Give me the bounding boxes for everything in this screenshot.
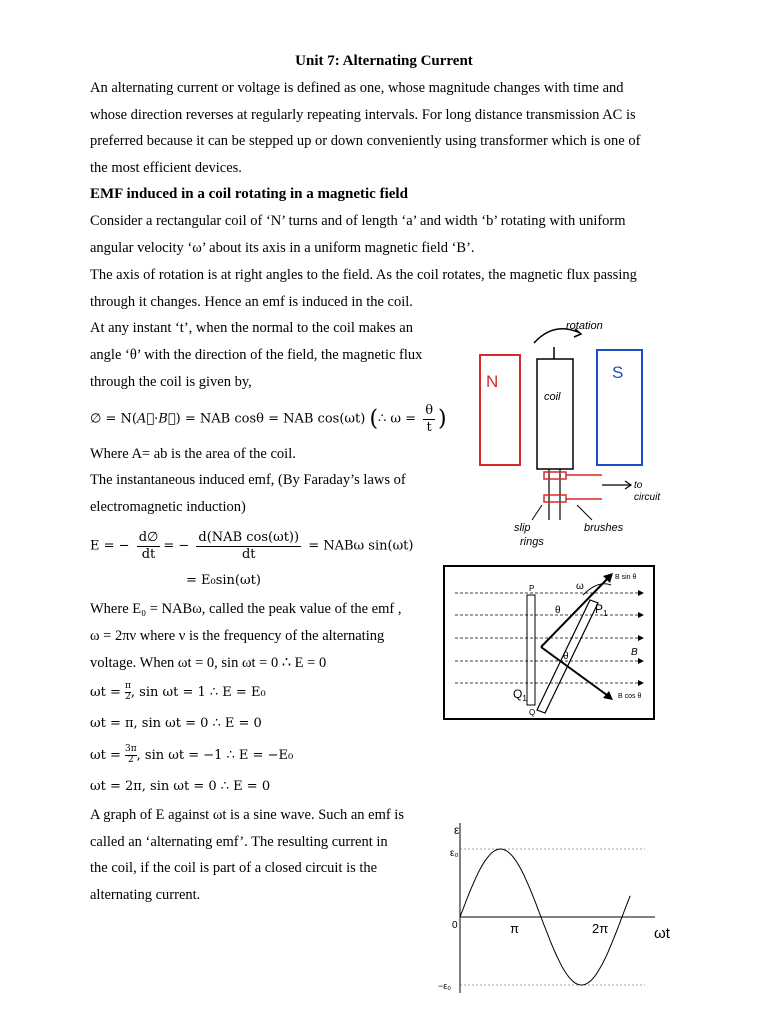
case-1 (90, 682, 266, 703)
emf-eq-rhs: = NABω sin(ωt) (308, 538, 414, 554)
generator-figure (462, 315, 662, 550)
emf-eq-line2: = E₀sin(ωt) (186, 573, 261, 588)
rotation-label: rotation (566, 320, 603, 332)
case-3-num: 3π (125, 744, 137, 754)
graph-text-2: called an ‘alternating emf’. The resulting current in (90, 834, 388, 850)
rings-label: rings (520, 536, 544, 548)
omega-line: ω = 2πν where ν is the frequency of the alternating (90, 628, 385, 644)
case-1-num: π (125, 681, 131, 691)
brushes-label: brushes (584, 522, 624, 534)
field-components-figure (443, 565, 655, 720)
para-line-4: through it changes. Hence an emf is induced in the coil. (90, 294, 413, 310)
b-label: B (631, 647, 638, 658)
coil (537, 359, 573, 469)
case-3 (90, 745, 293, 766)
flux-frac-den: t (426, 419, 432, 435)
section-heading: EMF induced in a coil rotating in a magnetic field (90, 186, 408, 202)
para-line-5: At any instant ‘t’, when the normal to the coil makes an (90, 320, 413, 336)
emf-equation: E = − $\frac{d\emptyset}{dt}$ = − $\frac{\text{d(NAB cos(ωt))}}{dt}$ = NABω sin(ωt) (90, 530, 414, 562)
intro-line-2: whose direction reverses at regularly repeating intervals. For long distance transmission AC is (90, 107, 636, 123)
faraday-line-1: The instantaneous induced emf, (By Faraday’s laws of (90, 472, 406, 488)
x-tick-2pi: 2π (592, 921, 609, 936)
emf-frac1-num: d∅ (138, 530, 159, 545)
origin-label: 0 (452, 920, 458, 931)
brush-pointer (577, 505, 592, 520)
emf-frac2-den: dt (241, 546, 256, 562)
intro-line-3: preferred because it can be stepped up or down conveniently using transformer which is one of (90, 133, 641, 149)
case-1-pre: ωt = (90, 684, 121, 700)
circuit-label: circuit (634, 492, 661, 503)
peak-line: Where E₀ = NABω, called the peak value of the emf , (90, 601, 402, 617)
q1-label: $Q_1$ (513, 687, 527, 703)
theta-label-1: θ (555, 605, 561, 616)
voltage-line: voltage. When ωt = 0, sin ωt = 0 ∴ E = 0 (90, 655, 327, 671)
p1-label: $P_1$ (595, 602, 608, 618)
flux-eq-lhs: ∅ = N (90, 411, 132, 427)
y-tick-trough: −ε₀ (438, 981, 452, 991)
p-label: P (529, 584, 535, 593)
graph-text-4: alternating current. (90, 887, 201, 903)
emf-frac2-num: d(NAB cos(ωt)) (198, 530, 300, 545)
para-line-2: angular velocity ‘ω’ about its axis in a uniform magnetic field ‘B’. (90, 240, 475, 256)
para-line-6: angle ‘θ’ with the direction of the field, the magnetic flux (90, 347, 423, 363)
case-3-post: , sin ωt = −1 ∴ E = −E₀ (136, 747, 294, 763)
north-label: N (486, 372, 499, 391)
flux-frac-num: θ (425, 403, 434, 418)
flux-eq-therefore: ∴ ω = (378, 411, 417, 427)
case-3-den: 2 (127, 754, 134, 765)
slip-label: slip (514, 522, 531, 534)
page-title: Unit 7: Alternating Current (295, 53, 473, 69)
x-axis-label: ωt (654, 925, 670, 942)
graph-text-3: the coil, if the coil is part of a closed circuit is the (90, 860, 378, 876)
area-line: Where A= ab is the area of the coil. (90, 446, 296, 462)
theta-label-2: θ (563, 651, 569, 662)
south-label: S (612, 363, 624, 382)
case-2: ωt = π, sin ωt = 0 ∴ E = 0 (90, 716, 262, 731)
b-cos-label: B cos θ (618, 693, 642, 700)
slip-ring-pointer (532, 505, 542, 520)
emf-eq-lhs: E = − (90, 538, 130, 554)
faraday-line-2: electromagnetic induction) (90, 499, 246, 515)
case-1-den: 2 (125, 691, 131, 702)
b-sin-label: B sin θ (615, 574, 637, 581)
intro-line-4: the most efficient devices. (90, 160, 242, 176)
para-line-1: Consider a rectangular coil of ‘N’ turns and of length ‘a’ and width ‘b’ rotating with uniform (90, 213, 626, 229)
y-axis-label: ε (454, 823, 460, 837)
x-tick-pi: π (510, 921, 519, 936)
omega-label: ω (576, 581, 584, 592)
intro-line-1: An alternating current or voltage is defined as one, whose magnitude changes with time and (90, 80, 624, 96)
case-1-post: , sin ωt = 1 ∴ E = E₀ (130, 684, 266, 700)
q-label: Q (529, 708, 536, 717)
slip-ring-top (544, 472, 566, 479)
flux-equation: ∅ = N(A⃗·B⃗) = NAB cosθ = NAB cos(ωt) (∴ ω = $\frac{\theta}{t}$ ) (90, 403, 447, 435)
y-tick-peak: ε₀ (450, 848, 459, 859)
graph-text-1: A graph of E against ωt is a sine wave. Such an emf is (90, 807, 404, 823)
emf-frac1-den: dt (141, 546, 156, 562)
flux-eq-mid: = NAB cosθ = NAB cos(ωt) (184, 411, 366, 427)
para-line-3: The axis of rotation is at right angles to the field. As the coil rotates, the magnetic flux passing (90, 267, 637, 283)
case-3-pre: ωt = (90, 747, 121, 763)
para-line-7: through the coil is given by, (90, 374, 252, 390)
coil-label: coil (544, 391, 561, 403)
to-label: to (634, 480, 643, 491)
slip-ring-bottom (544, 495, 566, 502)
sine-graph (430, 808, 680, 994)
case-4: ωt = 2π, sin ωt = 0 ∴ E = 0 (90, 779, 271, 794)
